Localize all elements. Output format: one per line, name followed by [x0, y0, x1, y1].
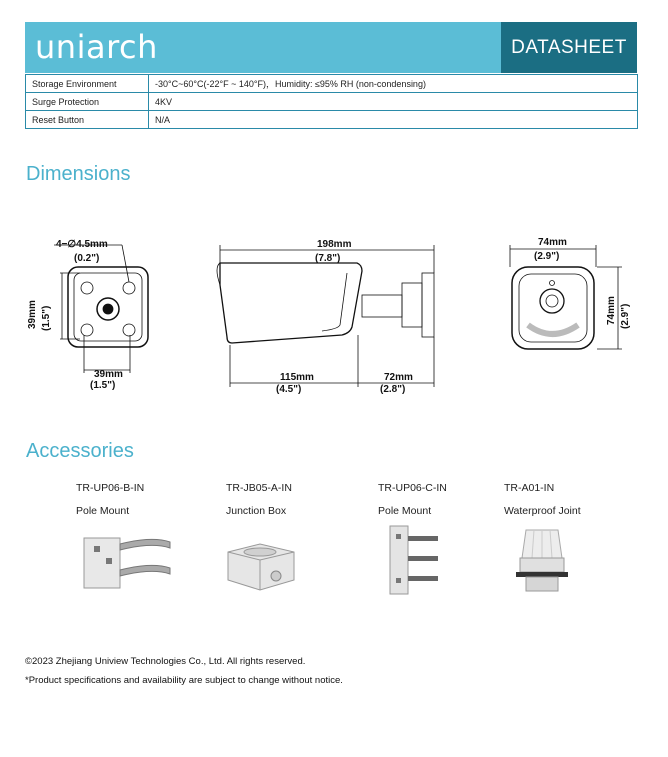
accessory-model: TR-A01-IN [504, 482, 555, 494]
accessory-name: Waterproof Joint [504, 505, 581, 517]
spec-value: 4KV [149, 93, 638, 111]
spec-value: -30°C~60°C(-22°F ~ 140°F)，Humidity: ≤95% RH (non-condensing) [149, 75, 638, 93]
spec-label: Storage Environment [26, 75, 149, 93]
front-width-inch-label: (1.5") [90, 380, 116, 391]
pole-mount-b-icon [82, 530, 174, 592]
front-view-drawing [54, 245, 148, 373]
front-hole-inch-label: (0.2") [74, 253, 100, 264]
dimensions-heading: Dimensions [26, 163, 131, 185]
side-length-label: 198mm [317, 239, 352, 250]
notice-text: *Product specifications and availability are subject to change without notice. [25, 675, 343, 686]
front-hole-label: 4−∅4.5mm [56, 239, 108, 250]
accessory-model: TR-JB05-A-IN [226, 482, 292, 494]
side-mount-label: 72mm [384, 372, 413, 383]
table-row [26, 75, 638, 93]
waterproof-joint-icon [512, 522, 572, 596]
dimensions-drawing [22, 225, 642, 395]
side-body-inch-label: (4.5") [276, 384, 302, 395]
back-width-inch-label: (2.9") [534, 251, 560, 262]
accessory-name: Junction Box [226, 505, 287, 517]
header-banner [25, 22, 637, 73]
back-width-label: 74mm [538, 237, 567, 248]
datasheet-badge: DATASHEET [501, 22, 637, 73]
side-body-label: 115mm [280, 372, 314, 383]
side-view-drawing [217, 245, 434, 387]
accessory-name: Pole Mount [378, 505, 432, 517]
uniarch-logo: uniarch [35, 28, 158, 66]
side-length-inch-label: (7.8") [315, 253, 341, 264]
front-width-label: 39mm [94, 369, 123, 380]
accessory-model: TR-UP06-B-IN [76, 482, 145, 494]
spec-label: Surge Protection [26, 93, 149, 111]
copyright-text: ©2023 Zhejiang Uniview Technologies Co., Ltd. All rights reserved. [25, 656, 306, 667]
accessories-heading: Accessories [26, 440, 134, 462]
spec-label: Reset Button [26, 111, 149, 129]
side-mount-inch-label: (2.8") [380, 384, 406, 395]
back-height-label: 74mm [606, 296, 617, 325]
spec-value: N/A [149, 111, 638, 129]
accessory-model: TR-UP06-C-IN [378, 482, 447, 494]
table-row [26, 93, 638, 111]
front-height-label: 39mm [27, 300, 38, 329]
spec-table [25, 74, 638, 129]
junction-box-icon [224, 540, 298, 594]
pole-mount-c-icon [386, 524, 446, 596]
back-height-inch-label: (2.9") [620, 303, 631, 329]
table-row [26, 111, 638, 129]
accessory-name: Pole Mount [76, 505, 130, 517]
front-height-inch-label: (1.5") [41, 305, 52, 331]
